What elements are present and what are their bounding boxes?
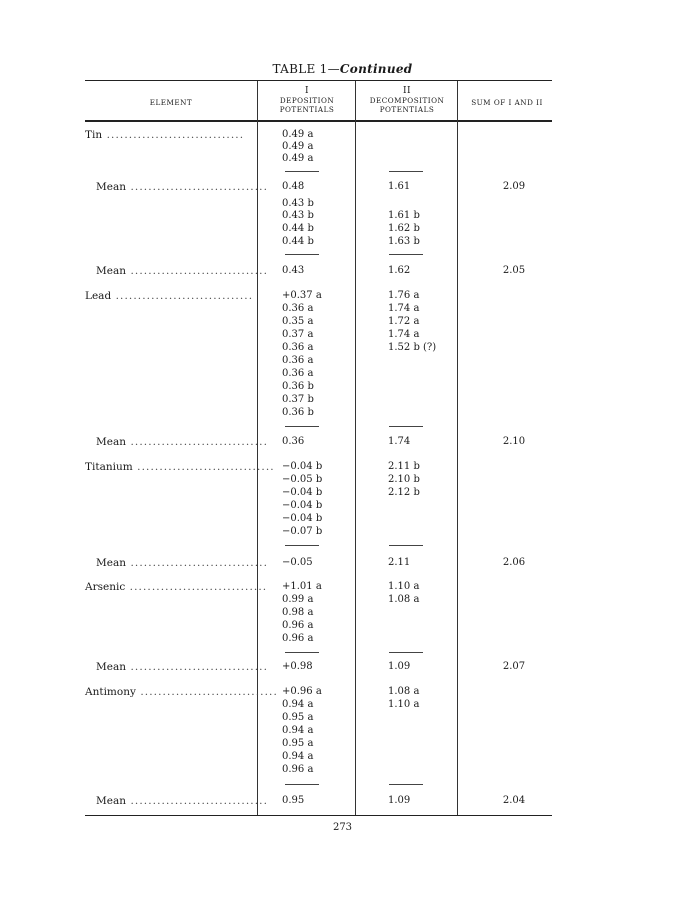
sum-rule <box>285 784 319 785</box>
value-cell: 0.49 a <box>282 153 314 164</box>
sum-rule <box>285 545 319 546</box>
value-cell: +0.37 a <box>282 290 322 301</box>
title-prefix: TABLE 1— <box>272 62 340 76</box>
sum-value: 2.05 <box>502 265 526 276</box>
sum-rule <box>389 784 423 785</box>
value-cell: 0.37 b <box>282 394 314 405</box>
value-cell: 1.74 a <box>388 303 420 314</box>
value-cell: −0.04 b <box>282 500 323 511</box>
mean-value: 0.36 <box>282 436 305 447</box>
value-cell: 0.49 a <box>282 129 314 140</box>
title-continued: Continued <box>339 62 413 76</box>
value-cell: 0.94 a <box>282 751 314 762</box>
value-cell: +0.96 a <box>282 686 322 697</box>
element-name: Lead ............................... <box>85 290 254 302</box>
value-cell: 0.36 a <box>282 303 314 314</box>
header-decomposition: II DECOMPOSITION POTENTIALS <box>369 86 445 114</box>
sum-rule <box>285 426 319 427</box>
sum-rule <box>389 171 423 172</box>
value-cell: 0.94 a <box>282 699 314 710</box>
column-divider <box>355 81 356 815</box>
column-divider <box>457 81 458 815</box>
element-name: Titanium ............................... <box>85 461 275 473</box>
mean-value: −0.05 <box>282 557 313 568</box>
bottom-rule <box>85 815 552 816</box>
sum-rule <box>285 254 319 255</box>
value-cell: 1.52 b (?) <box>388 342 437 353</box>
sum-rule <box>285 171 319 172</box>
mean-value: 1.09 <box>388 661 411 672</box>
value-cell: 0.36 b <box>282 407 314 418</box>
value-cell: 0.43 b <box>282 210 314 221</box>
value-cell: 0.49 a <box>282 141 314 152</box>
value-cell: 0.35 a <box>282 316 314 327</box>
value-cell: 0.36 a <box>282 342 314 353</box>
value-cell: −0.05 b <box>282 474 323 485</box>
value-cell: 2.10 b <box>388 474 420 485</box>
element-name: Tin ............................... <box>85 129 245 141</box>
mean-value: 1.62 <box>388 265 411 276</box>
value-cell: 1.08 a <box>388 594 420 605</box>
value-cell: 0.96 a <box>282 620 314 631</box>
value-cell: 1.61 b <box>388 210 420 221</box>
mean-label: Mean ............................... <box>96 661 269 673</box>
value-cell: −0.04 b <box>282 487 323 498</box>
value-cell: 1.08 a <box>388 686 420 697</box>
header-deposition: I DEPOSITION POTENTIALS <box>279 86 335 114</box>
value-cell: 0.95 a <box>282 712 314 723</box>
value-cell: 1.72 a <box>388 316 420 327</box>
top-rule <box>85 80 552 81</box>
value-cell: −0.04 b <box>282 513 323 524</box>
value-cell: 1.76 a <box>388 290 420 301</box>
sum-rule <box>389 545 423 546</box>
mean-value: +0.98 <box>282 661 313 672</box>
element-name: Antimony ............................... <box>85 686 278 698</box>
mean-value: 0.43 <box>282 265 305 276</box>
sum-rule <box>389 652 423 653</box>
table-title <box>0 62 685 76</box>
value-cell: 0.37 a <box>282 329 314 340</box>
mean-label: Mean ............................... <box>96 436 269 448</box>
value-cell: 2.11 b <box>388 461 420 472</box>
value-cell: 0.96 a <box>282 764 314 775</box>
value-cell: 2.12 b <box>388 487 420 498</box>
value-cell: 0.36 b <box>282 381 314 392</box>
mean-value: 2.11 <box>388 557 411 568</box>
mean-value: 1.09 <box>388 795 411 806</box>
value-cell: 1.10 a <box>388 699 420 710</box>
value-cell: 0.43 b <box>282 198 314 209</box>
value-cell: 0.44 b <box>282 223 314 234</box>
mean-value: 1.74 <box>388 436 411 447</box>
sum-rule <box>285 652 319 653</box>
mean-value: 1.61 <box>388 181 411 192</box>
sum-value: 2.06 <box>502 557 526 568</box>
page-number: 273 <box>332 822 353 833</box>
value-cell: 0.99 a <box>282 594 314 605</box>
value-cell: 0.96 a <box>282 633 314 644</box>
sum-value: 2.10 <box>502 436 526 447</box>
value-cell: 0.44 b <box>282 236 314 247</box>
value-cell: 0.94 a <box>282 725 314 736</box>
value-cell: 1.74 a <box>388 329 420 340</box>
mean-label: Mean ............................... <box>96 181 269 193</box>
value-cell: +1.01 a <box>282 581 322 592</box>
header-rule <box>85 120 552 122</box>
sum-rule <box>389 426 423 427</box>
mean-value: 0.95 <box>282 795 305 806</box>
value-cell: 1.62 b <box>388 223 420 234</box>
mean-label: Mean ............................... <box>96 795 269 807</box>
value-cell: 0.36 a <box>282 355 314 366</box>
value-cell: 0.36 a <box>282 368 314 379</box>
header-sum: SUM OF I AND II <box>471 98 543 107</box>
mean-label: Mean ............................... <box>96 557 269 569</box>
element-name: Arsenic ............................... <box>85 581 268 593</box>
mean-label: Mean ............................... <box>96 265 269 277</box>
value-cell: −0.04 b <box>282 461 323 472</box>
value-cell: −0.07 b <box>282 526 323 537</box>
value-cell: 0.98 a <box>282 607 314 618</box>
sum-rule <box>389 254 423 255</box>
mean-value: 0.48 <box>282 181 305 192</box>
header-element: ELEMENT <box>149 98 193 107</box>
value-cell: 1.10 a <box>388 581 420 592</box>
value-cell: 1.63 b <box>388 236 420 247</box>
sum-value: 2.07 <box>502 661 526 672</box>
value-cell: 0.95 a <box>282 738 314 749</box>
sum-value: 2.04 <box>502 795 526 806</box>
sum-value: 2.09 <box>502 181 526 192</box>
